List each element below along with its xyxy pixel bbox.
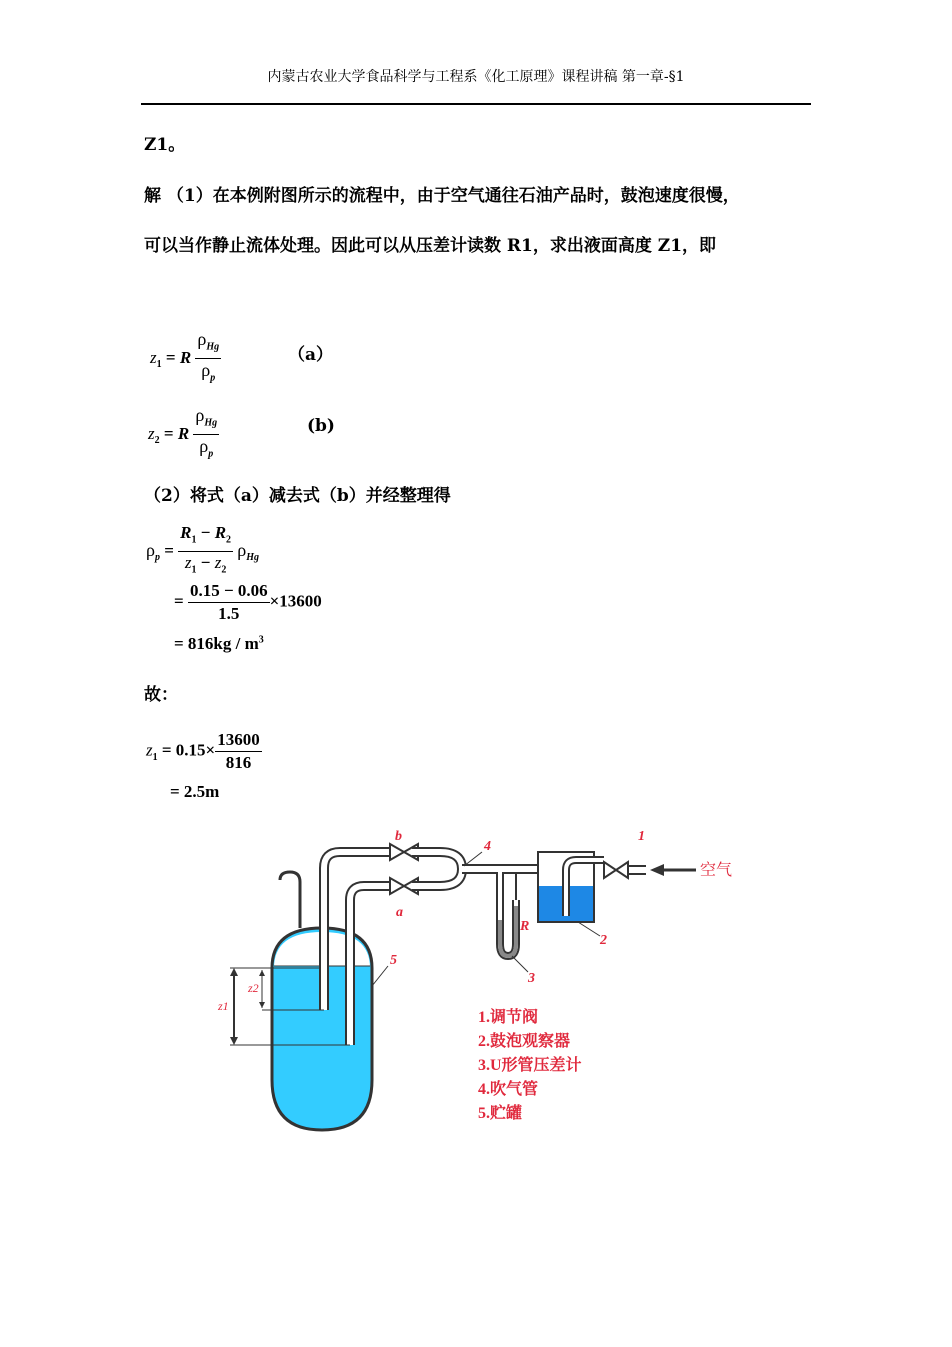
step-2: （2）将式（a）减去式（b）并经整理得 (144, 486, 451, 506)
callout-3: 3 (528, 971, 535, 986)
page-header: 内蒙古农业大学食品科学与工程系《化工原理》课程讲稿 第一章-§1 (267, 69, 685, 85)
legend-item-4: 4.吹气管 (478, 1081, 539, 1098)
density-equation: $\rho_p$ = $\frac{R_1 - R_2}{z_1 - z_2}$ $\rho_{Hg}$ (146, 523, 260, 576)
z1-label: z1 (218, 999, 229, 1013)
valve-b-label: b (395, 829, 402, 844)
bubble-observer (538, 852, 604, 922)
u-tube-manometer (500, 872, 516, 956)
density-substitution: = $\frac{0.15 - 0.06}{1.5}$ ×13600 (174, 581, 322, 623)
equation-b-label: (b) (307, 416, 335, 436)
air-label: 空气 (700, 862, 733, 879)
legend-item-5: 5.贮罐 (478, 1105, 523, 1122)
callout-1: 1 (638, 829, 645, 844)
legend-item-3: 3.U形管压差计 (478, 1057, 582, 1074)
control-valve (604, 862, 646, 878)
air-inlet-arrow (650, 864, 696, 876)
process-diagram (200, 820, 760, 1140)
solution-line-2: 可以当作静止流体处理。因此可以从压差计读数 R1，求出液面高度 Z1，即 (144, 236, 717, 256)
z1-result: = 2.5m (170, 782, 220, 801)
figure-legend (478, 1007, 582, 1122)
equation-b: $z_2 = R$ $\frac{\rho_{Hg}}{\rho_p}$ (148, 405, 218, 460)
callout-2: 2 (600, 933, 607, 948)
equation-a: $z_1 = R$ $\frac{\rho_{Hg}}{\rho_p}$ (150, 329, 220, 384)
valve-a-label: a (396, 905, 403, 920)
legend-item-2: 2.鼓泡观察器 (478, 1033, 571, 1050)
z2-label: z2 (248, 981, 259, 995)
legend-item-1: 1.调节阀 (478, 1009, 539, 1026)
line-z1: Z1。 (144, 135, 186, 155)
equation-a-label: （a） (288, 345, 334, 365)
callout-5: 5 (390, 953, 397, 968)
header-rule (141, 103, 811, 105)
therefore: 故： (144, 685, 178, 705)
r-label: R (520, 919, 530, 934)
solution-line-1: 解 （1）在本例附图所示的流程中，由于空气通往石油产品时，鼓泡速度很慢， (144, 186, 740, 206)
z1-calculation: $z_1 = 0.15\times$ $\frac{13600}{816}$ (146, 730, 260, 772)
density-result: = $816kg / m^3$ (174, 634, 264, 653)
callout-4: 4 (484, 839, 491, 854)
